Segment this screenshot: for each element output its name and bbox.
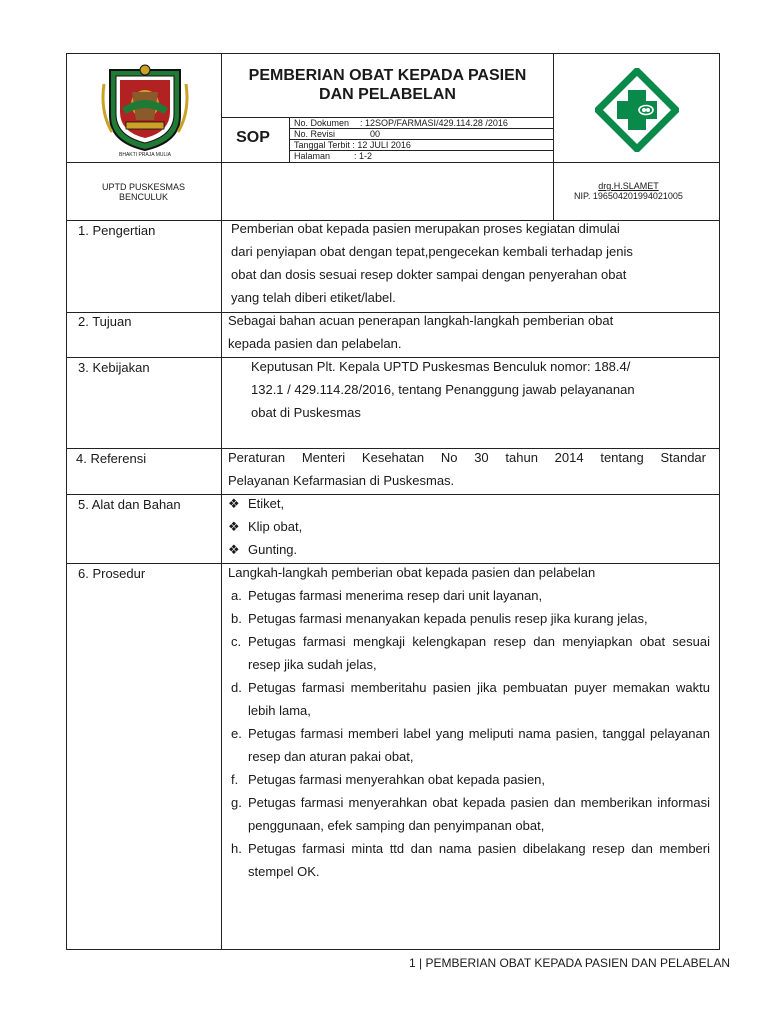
step-text: Petugas farmasi memberi label yang meliputi nama pasien, tanggal pelayanan resep dan aturan pakai obat, — [248, 726, 710, 764]
logo-motto: BHAKTI PRAJA MULIA — [119, 152, 171, 158]
meta-doc-no-key: No. Dokumen — [294, 118, 350, 128]
diamond-bullet-icon: ❖ — [228, 496, 240, 511]
list-item — [231, 676, 710, 722]
meta-page — [294, 151, 372, 161]
kebijakan-line-3: obat di Puskesmas — [251, 405, 361, 420]
title-line-2: DAN PELABELAN — [319, 86, 456, 103]
label-prosedur: 6. Prosedur — [78, 566, 146, 581]
puskesmas-logo — [595, 68, 679, 152]
step-text: Petugas farmasi menanyakan kepada penulis resep jika kurang jelas, — [248, 611, 648, 626]
list-item — [228, 538, 302, 561]
list-item — [231, 768, 710, 791]
step-text: Petugas farmasi minta ttd dan nama pasien dibelakang resep dan memberi stempel OK. — [248, 841, 710, 879]
step-marker: f. — [231, 772, 239, 787]
pengertian-line-4: yang telah diberi etiket/label. — [231, 290, 396, 305]
pengertian-line-2: dari penyiapan obat dengan tepat,pengecekan kembali terhadap jenis — [231, 244, 633, 259]
list-item — [231, 837, 710, 883]
step-text: Petugas farmasi menerima resep dari unit layanan, — [248, 588, 543, 603]
list-item — [231, 584, 710, 607]
coat-of-arms-logo — [98, 62, 192, 154]
step-text: Petugas farmasi menyerahkan obat kepada pasien, — [248, 772, 546, 787]
list-item — [228, 515, 302, 538]
list-item — [228, 492, 302, 515]
content-kebijakan — [251, 355, 703, 424]
label-kebijakan: 3. Kebijakan — [78, 360, 150, 375]
organization-line-1: UPTD PUSKESMAS — [101, 182, 186, 192]
content-alat-bahan — [228, 492, 302, 561]
signer-name: drg.H.SLAMET — [598, 181, 659, 191]
content-tujuan — [228, 309, 700, 355]
sop-label: SOP — [236, 129, 270, 146]
step-marker: e. — [231, 726, 242, 741]
page-footer — [409, 956, 730, 970]
footer-title: PEMBERIAN OBAT KEPADA PASIEN DAN PELABELAN — [425, 956, 730, 970]
pengertian-line-1: Pemberian obat kepada pasien merupakan proses kegiatan dimulai — [231, 221, 620, 236]
footer-page-number: 1 — [408, 956, 416, 970]
header-right-divider — [553, 53, 554, 221]
alat-item-2: Klip obat, — [248, 519, 303, 534]
table-column-divider — [221, 53, 222, 950]
step-text: Petugas farmasi menyerahkan obat kepada pasien dan memberikan informasi penggunaan, efek samping dan penyimpanan obat, — [248, 795, 710, 833]
diamond-bullet-icon: ❖ — [228, 519, 240, 534]
referensi-line-2: Pelayanan Kefarmasian di Puskesmas. — [228, 473, 455, 488]
list-item — [231, 791, 710, 837]
step-text: Petugas farmasi mengkaji kelengkapan resep dan menyiapkan obat sesuai resep jika sudah jelas, — [248, 634, 710, 672]
step-marker: d. — [231, 680, 242, 695]
signer-nip: NIP. 196504201994021005 — [574, 191, 683, 201]
list-item — [231, 630, 710, 676]
document-title — [222, 66, 553, 104]
meta-page-key: Halaman — [294, 151, 331, 161]
step-marker: g. — [231, 795, 242, 810]
title-line-1: PEMBERIAN OBAT KEPADA PASIEN — [248, 67, 527, 84]
meta-revision — [294, 129, 380, 139]
step-marker: c. — [231, 634, 242, 649]
meta-revision-value: 00 — [370, 129, 381, 139]
meta-revision-key: No. Revisi — [294, 129, 336, 139]
meta-issued — [294, 140, 411, 150]
tujuan-line-1: Sebagai bahan acuan penerapan langkah-langkah pemberian obat — [228, 313, 614, 328]
organization-name — [66, 182, 221, 202]
list-item — [231, 607, 710, 630]
content-pengertian — [231, 217, 700, 309]
meta-issued-value: : 12 JULI 2016 — [352, 140, 411, 150]
step-marker: b. — [231, 611, 242, 626]
step-marker: a. — [231, 588, 242, 603]
kebijakan-line-1: Keputusan Plt. Kepala UPTD Puskesmas Benculuk nomor: 188.4/ — [251, 359, 631, 374]
meta-doc-no — [294, 118, 508, 128]
signature-block — [574, 181, 683, 201]
referensi-line-1: Peraturan Menteri Kesehatan No 30 tahun 2014 tentang Standar — [228, 450, 706, 465]
kebijakan-line-2: 132.1 / 429.114.28/2016, tentang Penanggung jawab pelayananan — [251, 382, 635, 397]
step-marker: h. — [231, 841, 242, 856]
prosedur-intro: Langkah-langkah pemberian obat kepada pasien dan pelabelan — [228, 565, 596, 580]
row-divider-5 — [66, 494, 720, 495]
meta-issued-key: Tanggal Terbit — [294, 140, 350, 150]
alat-item-1: Etiket, — [248, 496, 285, 511]
step-text: Petugas farmasi memberitahu pasien jika pembuatan puyer memakan waktu lebih lama, — [248, 680, 710, 718]
table-border-right — [719, 53, 720, 950]
meta-page-value: : 1-2 — [354, 151, 373, 161]
footer-separator: | — [418, 956, 423, 970]
list-item — [231, 722, 710, 768]
alat-item-3: Gunting. — [248, 542, 298, 557]
label-tujuan: 2. Tujuan — [78, 314, 132, 329]
content-referensi — [228, 446, 706, 492]
header-divider — [66, 162, 720, 163]
prosedur-steps — [231, 584, 710, 883]
meta-doc-no-value: : 12SOP/FARMASI/429.114.28 /2016 — [360, 118, 508, 128]
label-pengertian: 1. Pengertian — [78, 223, 156, 238]
pengertian-line-3: obat dan dosis sesuai resep dokter sampai dengan penyerahan obat — [231, 267, 627, 282]
organization-line-2: BENCULUK — [118, 192, 168, 202]
table-border-bottom — [66, 949, 720, 950]
tujuan-line-2: kepada pasien dan pelabelan. — [228, 336, 402, 351]
label-referensi: 4. Referensi — [76, 451, 147, 466]
label-alat-bahan: 5. Alat dan Bahan — [78, 497, 181, 512]
table-border-top — [66, 53, 720, 54]
content-prosedur — [228, 561, 710, 883]
diamond-bullet-icon: ❖ — [228, 542, 240, 557]
